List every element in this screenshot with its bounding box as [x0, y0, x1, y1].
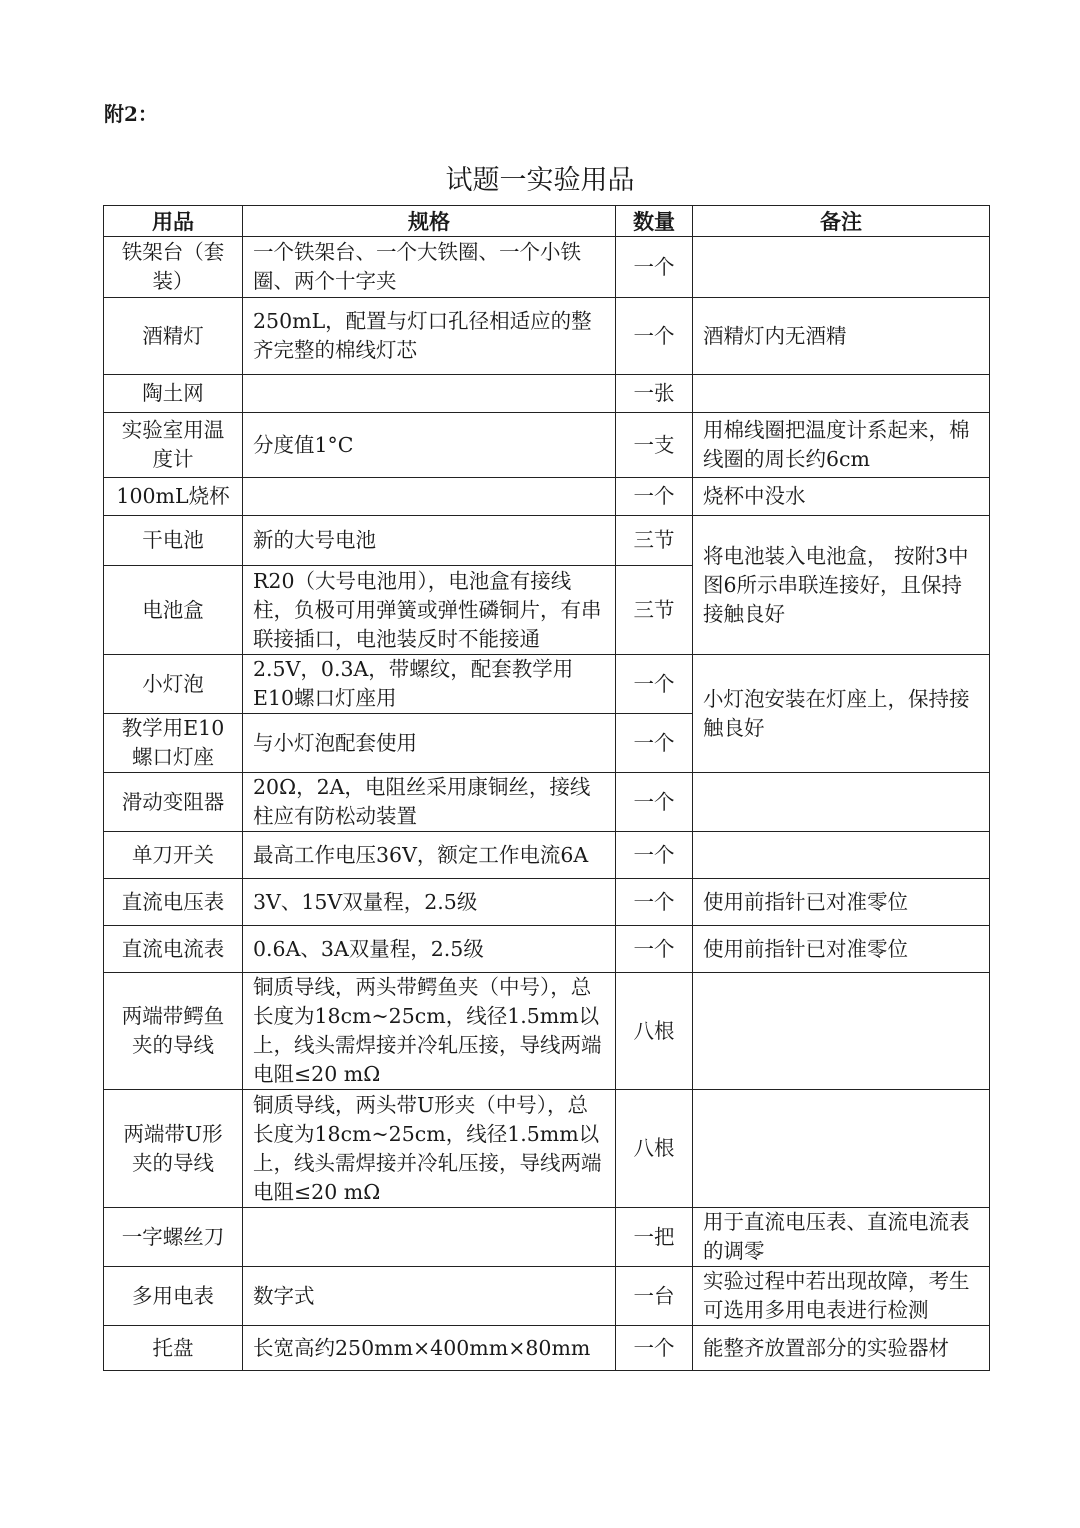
equipment-table — [103, 205, 990, 1371]
item-spec — [243, 375, 616, 413]
item-name: 陶土网 — [104, 375, 243, 413]
item-name: 100mL烧杯 — [104, 478, 243, 516]
item-note: 烧杯中没水 — [693, 478, 990, 516]
item-quantity: 一个 — [616, 478, 693, 516]
item-name: 直流电流表 — [104, 926, 243, 973]
table-row — [104, 1267, 990, 1326]
item-quantity: 一支 — [616, 413, 693, 478]
header-note: 备注 — [693, 206, 990, 237]
item-name: 一字螺丝刀 — [104, 1208, 243, 1267]
table-row — [104, 1208, 990, 1267]
table-row — [104, 413, 990, 478]
item-spec: 一个铁架台、一个大铁圈、一个小铁圈、两个十字夹 — [243, 237, 616, 298]
item-name: 滑动变阻器 — [104, 773, 243, 832]
item-quantity: 一个 — [616, 926, 693, 973]
header-item: 用品 — [104, 206, 243, 237]
item-note — [693, 973, 990, 1090]
item-name: 小灯泡 — [104, 655, 243, 714]
item-note: 小灯泡安装在灯座上，保持接触良好 — [693, 655, 990, 773]
item-quantity: 一个 — [616, 1326, 693, 1371]
item-quantity: 一个 — [616, 773, 693, 832]
item-name: 两端带鳄鱼夹的导线 — [104, 973, 243, 1090]
item-spec: 2.5V，0.3A，带螺纹，配套教学用E10螺口灯座用 — [243, 655, 616, 714]
item-spec: 20Ω，2A，电阻丝采用康铜丝，接线柱应有防松动装置 — [243, 773, 616, 832]
item-spec: 铜质导线，两头带U形夹（中号），总长度为18cm~25cm，线径1.5mm以上，线头需焊接并冷轧压接，导线两端电阻≤20 mΩ — [243, 1090, 616, 1208]
item-quantity: 八根 — [616, 1090, 693, 1208]
item-quantity: 一个 — [616, 237, 693, 298]
item-name: 单刀开关 — [104, 832, 243, 879]
table-row — [104, 1326, 990, 1371]
item-spec: 与小灯泡配套使用 — [243, 714, 616, 773]
annex-label: 附2： — [104, 102, 158, 126]
item-note: 实验过程中若出现故障，考生可选用多用电表进行检测 — [693, 1267, 990, 1326]
item-quantity: 一个 — [616, 655, 693, 714]
item-name: 两端带U形夹的导线 — [104, 1090, 243, 1208]
item-name: 托盘 — [104, 1326, 243, 1371]
table-row — [104, 478, 990, 516]
item-name: 实验室用温度计 — [104, 413, 243, 478]
item-quantity: 一个 — [616, 298, 693, 375]
item-spec: R20（大号电池用），电池盒有接线柱，负极可用弹簧或弹性磷铜片，有串联接插口，电池装反时不能接通 — [243, 566, 616, 655]
item-note: 能整齐放置部分的实验器材 — [693, 1326, 990, 1371]
item-note: 用于直流电压表、直流电流表的调零 — [693, 1208, 990, 1267]
item-spec: 最高工作电压36V，额定工作电流6A — [243, 832, 616, 879]
table-row — [104, 926, 990, 973]
header-quantity: 数量 — [616, 206, 693, 237]
item-quantity: 一个 — [616, 714, 693, 773]
item-note — [693, 1090, 990, 1208]
item-note — [693, 237, 990, 298]
item-name: 教学用E10螺口灯座 — [104, 714, 243, 773]
item-name: 干电池 — [104, 516, 243, 566]
item-spec: 新的大号电池 — [243, 516, 616, 566]
item-note: 使用前指针已对准零位 — [693, 926, 990, 973]
item-spec: 3V、15V双量程，2.5级 — [243, 879, 616, 926]
header-spec: 规格 — [243, 206, 616, 237]
item-note — [693, 375, 990, 413]
item-quantity: 一个 — [616, 832, 693, 879]
table-row — [104, 832, 990, 879]
item-note: 将电池装入电池盒， 按附3中图6所示串联连接好，且保持接触良好 — [693, 516, 990, 655]
item-spec: 分度值1°C — [243, 413, 616, 478]
item-spec: 数字式 — [243, 1267, 616, 1326]
item-spec: 铜质导线，两头带鳄鱼夹（中号），总长度为18cm~25cm，线径1.5mm以上，线头需焊接并冷轧压接，导线两端电阻≤20 mΩ — [243, 973, 616, 1090]
item-name: 多用电表 — [104, 1267, 243, 1326]
table-row — [104, 655, 990, 714]
item-quantity: 一张 — [616, 375, 693, 413]
item-note — [693, 773, 990, 832]
item-spec — [243, 478, 616, 516]
item-quantity: 三节 — [616, 516, 693, 566]
item-spec — [243, 1208, 616, 1267]
item-spec: 长宽高约250mm×400mm×80mm — [243, 1326, 616, 1371]
item-quantity: 八根 — [616, 973, 693, 1090]
table-row — [104, 516, 990, 566]
table-row — [104, 879, 990, 926]
table-row — [104, 237, 990, 298]
item-quantity: 三节 — [616, 566, 693, 655]
table-header-row — [104, 206, 990, 237]
item-note: 用棉线圈把温度计系起来，棉线圈的周长约6cm — [693, 413, 990, 478]
item-note — [693, 832, 990, 879]
page-title: 试题一实验用品 — [445, 165, 635, 196]
table-row — [104, 973, 990, 1090]
item-spec: 0.6A、3A双量程，2.5级 — [243, 926, 616, 973]
item-quantity: 一台 — [616, 1267, 693, 1326]
table-row — [104, 1090, 990, 1208]
item-quantity: 一个 — [616, 879, 693, 926]
item-quantity: 一把 — [616, 1208, 693, 1267]
item-note: 使用前指针已对准零位 — [693, 879, 990, 926]
item-name: 直流电压表 — [104, 879, 243, 926]
item-name: 电池盒 — [104, 566, 243, 655]
item-spec: 250mL，配置与灯口孔径相适应的整齐完整的棉线灯芯 — [243, 298, 616, 375]
table-row — [104, 298, 990, 375]
item-name: 酒精灯 — [104, 298, 243, 375]
item-note: 酒精灯内无酒精 — [693, 298, 990, 375]
table-row — [104, 773, 990, 832]
table-row — [104, 375, 990, 413]
item-name: 铁架台（套装） — [104, 237, 243, 298]
